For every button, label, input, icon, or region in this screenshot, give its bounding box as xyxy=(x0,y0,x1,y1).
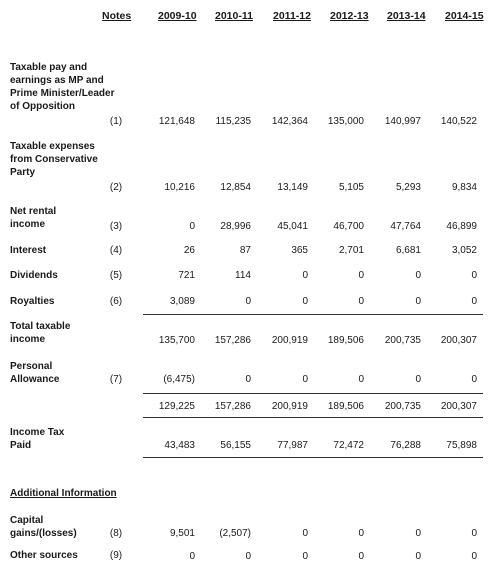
row-value: 189,506 xyxy=(327,335,364,346)
year-header: 2009-10 xyxy=(158,10,197,22)
row-value: 12,854 xyxy=(220,182,251,193)
row-value: 200,307 xyxy=(440,335,477,346)
row-label: Total taxable income xyxy=(10,321,71,345)
row-value: 5,293 xyxy=(395,182,421,193)
row-value: 200,919 xyxy=(271,401,308,412)
row-value: 56,155 xyxy=(220,440,251,451)
row-value: 200,919 xyxy=(271,335,308,346)
row-value: 0 xyxy=(358,551,364,562)
row-value: 9,501 xyxy=(169,528,195,539)
year-header: 2012-13 xyxy=(330,10,369,22)
row-value: 0 xyxy=(189,551,195,562)
row-value: 0 xyxy=(415,528,421,539)
row-value: 142,364 xyxy=(271,116,308,127)
row-value: 140,997 xyxy=(384,116,421,127)
row-value: 200,735 xyxy=(384,401,421,412)
row-value: 0 xyxy=(302,528,308,539)
row-label: Income Tax Paid xyxy=(10,427,65,451)
row-label: Net rental income xyxy=(10,206,57,230)
row-label: Personal Allowance xyxy=(10,361,60,385)
row-value: 200,735 xyxy=(384,335,421,346)
row-value: 189,506 xyxy=(327,401,364,412)
row-value: 46,700 xyxy=(333,221,364,232)
row-value: 0 xyxy=(302,270,308,281)
row-value: 157,286 xyxy=(214,401,251,412)
row-value: 45,041 xyxy=(277,221,308,232)
row-value: 129,225 xyxy=(158,401,195,412)
row-value: 13,149 xyxy=(277,182,308,193)
row-value: 0 xyxy=(358,528,364,539)
row-note: (4) xyxy=(109,245,123,256)
row-note: (6) xyxy=(109,296,123,307)
row-label: Taxable expenses from Conservative Party xyxy=(10,141,98,178)
row-note: (8) xyxy=(109,528,123,539)
row-value: 200,307 xyxy=(440,401,477,412)
row-note: (2) xyxy=(109,182,123,193)
row-note: (9) xyxy=(109,550,123,561)
row-value: 0 xyxy=(245,296,251,307)
row-value: 121,648 xyxy=(158,116,195,127)
row-value: 0 xyxy=(415,270,421,281)
row-value: 87 xyxy=(239,245,251,256)
row-value: 46,899 xyxy=(446,221,477,232)
row-value: 0 xyxy=(471,374,477,385)
row-note: (3) xyxy=(109,221,123,232)
row-value: 72,472 xyxy=(333,440,364,451)
row-value: 5,105 xyxy=(338,182,364,193)
row-value: 0 xyxy=(358,296,364,307)
row-value: 47,764 xyxy=(390,221,421,232)
row-value: 0 xyxy=(415,551,421,562)
row-value: 9,834 xyxy=(451,182,477,193)
row-value: 0 xyxy=(471,270,477,281)
row-value: 721 xyxy=(178,270,195,281)
row-value: 0 xyxy=(189,221,195,232)
row-value: 0 xyxy=(358,270,364,281)
row-value: 6,681 xyxy=(395,245,421,256)
row-value: 157,286 xyxy=(214,335,251,346)
row-value: 140,522 xyxy=(440,116,477,127)
row-label: Taxable pay and earnings as MP and Prime Minister/Leader of Opposition xyxy=(10,62,115,112)
rule-line xyxy=(143,417,483,418)
row-value: 0 xyxy=(245,374,251,385)
row-note: (1) xyxy=(109,116,123,127)
row-label: Other sources xyxy=(10,550,78,561)
row-value: (6,475) xyxy=(163,374,195,385)
year-header: 2014-15 xyxy=(445,10,484,22)
row-value: 365 xyxy=(291,245,308,256)
row-value: 0 xyxy=(471,296,477,307)
row-value: 0 xyxy=(302,551,308,562)
row-label: Dividends xyxy=(10,270,58,281)
row-value: 43,483 xyxy=(164,440,195,451)
row-value: 0 xyxy=(415,374,421,385)
row-note: (5) xyxy=(109,270,123,281)
row-value: 115,235 xyxy=(215,116,251,127)
year-header: 2011-12 xyxy=(273,10,311,22)
row-value: 2,701 xyxy=(338,245,364,256)
year-header: 2010-11 xyxy=(215,10,253,22)
row-value: 0 xyxy=(302,374,308,385)
additional-info-heading: Additional Information xyxy=(10,488,117,499)
row-note: (7) xyxy=(109,374,123,385)
notes-header: Notes xyxy=(102,10,132,22)
row-value: 135,700 xyxy=(158,335,195,346)
row-label: Royalties xyxy=(10,296,55,307)
row-value: 77,987 xyxy=(277,440,308,451)
row-value: 75,898 xyxy=(446,440,477,451)
rule-line xyxy=(143,314,483,315)
year-header: 2013-14 xyxy=(387,10,426,22)
rule-line xyxy=(143,393,483,394)
row-label: Capital gains/(losses) xyxy=(10,515,77,539)
row-value: (2,507) xyxy=(219,528,251,539)
row-value: 0 xyxy=(302,296,308,307)
row-value: 0 xyxy=(471,528,477,539)
row-value: 0 xyxy=(245,551,251,562)
row-value: 0 xyxy=(415,296,421,307)
row-value: 0 xyxy=(471,551,477,562)
row-value: 10,216 xyxy=(164,182,195,193)
row-value: 135,000 xyxy=(327,116,364,127)
row-value: 28,996 xyxy=(220,221,251,232)
row-value: 114 xyxy=(235,270,251,281)
row-value: 3,089 xyxy=(169,296,195,307)
row-value: 3,052 xyxy=(451,245,477,256)
row-value: 26 xyxy=(183,245,195,256)
row-value: 76,288 xyxy=(390,440,421,451)
rule-line xyxy=(143,457,483,458)
row-value: 0 xyxy=(358,374,364,385)
row-label: Interest xyxy=(10,245,47,256)
